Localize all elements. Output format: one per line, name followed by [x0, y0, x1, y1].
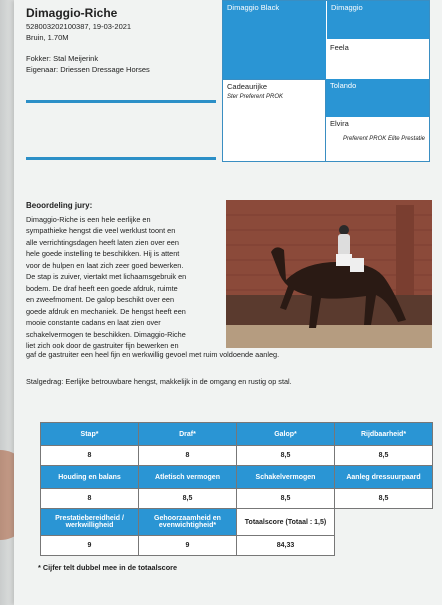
horse-name: Dimaggio-Riche — [26, 6, 118, 20]
pedigree-dam-cell — [223, 79, 326, 161]
jury-line: mooie constante cadans en laat zien over — [26, 318, 161, 327]
horse-header — [26, 6, 226, 75]
empty-cell — [335, 536, 433, 556]
horse-breeder: Fokker: Stal Meijerink — [26, 54, 99, 63]
score-value: 8,5 — [335, 446, 433, 466]
jury-line-full: gaf de gastruiter een heel fijn en werkwillig gevoel met ruim voldoende aanleg. — [26, 350, 280, 359]
total-score-header: Totaalscore (Totaal : 1,5) — [237, 509, 335, 536]
horse-id: 528003202100387, 19-03-2021 — [26, 22, 132, 31]
pedigree-dam-title: Ster Preferent PROK — [227, 94, 284, 100]
empty-cell — [335, 509, 433, 536]
jury-line: goede afdruk en mechaniek. De hengst heeft een — [26, 306, 186, 316]
score-header: Rijdbaarheid* — [335, 423, 433, 446]
score-value: 8,5 — [237, 446, 335, 466]
score-header: Aanleg dressuurpaard — [335, 466, 433, 489]
score-header: Prestatiebereidheid / werkwilligheid — [41, 509, 139, 536]
jury-line: voor de hulpen en laat zich zeer goed bewerken. — [26, 260, 184, 270]
pedigree-dam-sire: Tolando — [326, 79, 429, 117]
score-value: 8 — [139, 446, 237, 466]
score-value: 8 — [41, 489, 139, 509]
pedigree-dam-dam-cell — [326, 117, 429, 161]
pedigree-box — [222, 0, 430, 162]
jury-line: De stap is zuiver, viertakt met lichaamsgebruik en — [26, 272, 187, 281]
jury-line: sympathieke hengst die veel werklust toont en — [26, 226, 176, 235]
jury-line: schakelvermogen te beschikken. Dimaggio-Riche — [26, 329, 186, 339]
jury-section — [26, 200, 226, 352]
score-value: 8 — [41, 446, 139, 466]
score-table — [40, 422, 433, 556]
stable-behavior: Stalgedrag: Eerlijke betrouwbare hengst, makkelijk in de omgang en rustig op stal. — [26, 377, 292, 386]
pedigree-sire: Dimaggio Black — [223, 1, 326, 79]
score-header: Stap* — [41, 423, 139, 446]
section-rule — [26, 157, 216, 160]
jury-line: Dimaggio-Riche is een hele eerlijke en — [26, 214, 151, 224]
jury-title: Beoordeling jury: — [26, 201, 93, 210]
certificate-page — [14, 0, 442, 605]
score-value: 8,5 — [237, 489, 335, 509]
jury-line: liet zich ook door de gastruiter fijn bewerken en — [26, 341, 179, 350]
score-header: Schakelvermogen — [237, 466, 335, 489]
score-value: 9 — [139, 536, 237, 556]
footnote: * Cijfer telt dubbel mee in de totaalscore — [38, 563, 178, 572]
horse-color-height: Bruin, 1.70M — [26, 33, 69, 42]
pedigree-dam-dam: Elvira — [330, 119, 349, 128]
score-header: Draf* — [139, 423, 237, 446]
jury-line: alle verrichtingsdagen heeft laten zien over een — [26, 237, 179, 247]
score-value: 8,5 — [335, 489, 433, 509]
pedigree-sire-dam: Feela — [330, 43, 349, 52]
jury-line: hele goede instelling te beschikken. Hij is attent — [26, 249, 180, 258]
total-score-value: 84,33 — [237, 536, 335, 556]
score-header: Gehoorzaamheid en evenwichtigheid* — [139, 509, 237, 536]
horse-owner: Eigenaar: Driessen Dressage Horses — [26, 65, 150, 74]
header-rule — [26, 100, 216, 103]
horse-photo — [226, 200, 432, 348]
score-header: Atletisch vermogen — [139, 466, 237, 489]
score-value: 8,5 — [139, 489, 237, 509]
score-header: Houding en balans — [41, 466, 139, 489]
pedigree-dam: Cadeaurijke — [227, 82, 268, 91]
jury-line: bodem. De draf heeft een goede afdruk, ruimte — [26, 283, 178, 293]
score-header: Galop* — [237, 423, 335, 446]
score-value: 9 — [41, 536, 139, 556]
jury-line: en zweefmoment. De galop beschikt over een — [26, 295, 175, 304]
pedigree-dam-dam-title: Preferent PROK Elite Prestatie — [342, 136, 425, 142]
pedigree-sire-sire: Dimaggio — [326, 1, 429, 39]
